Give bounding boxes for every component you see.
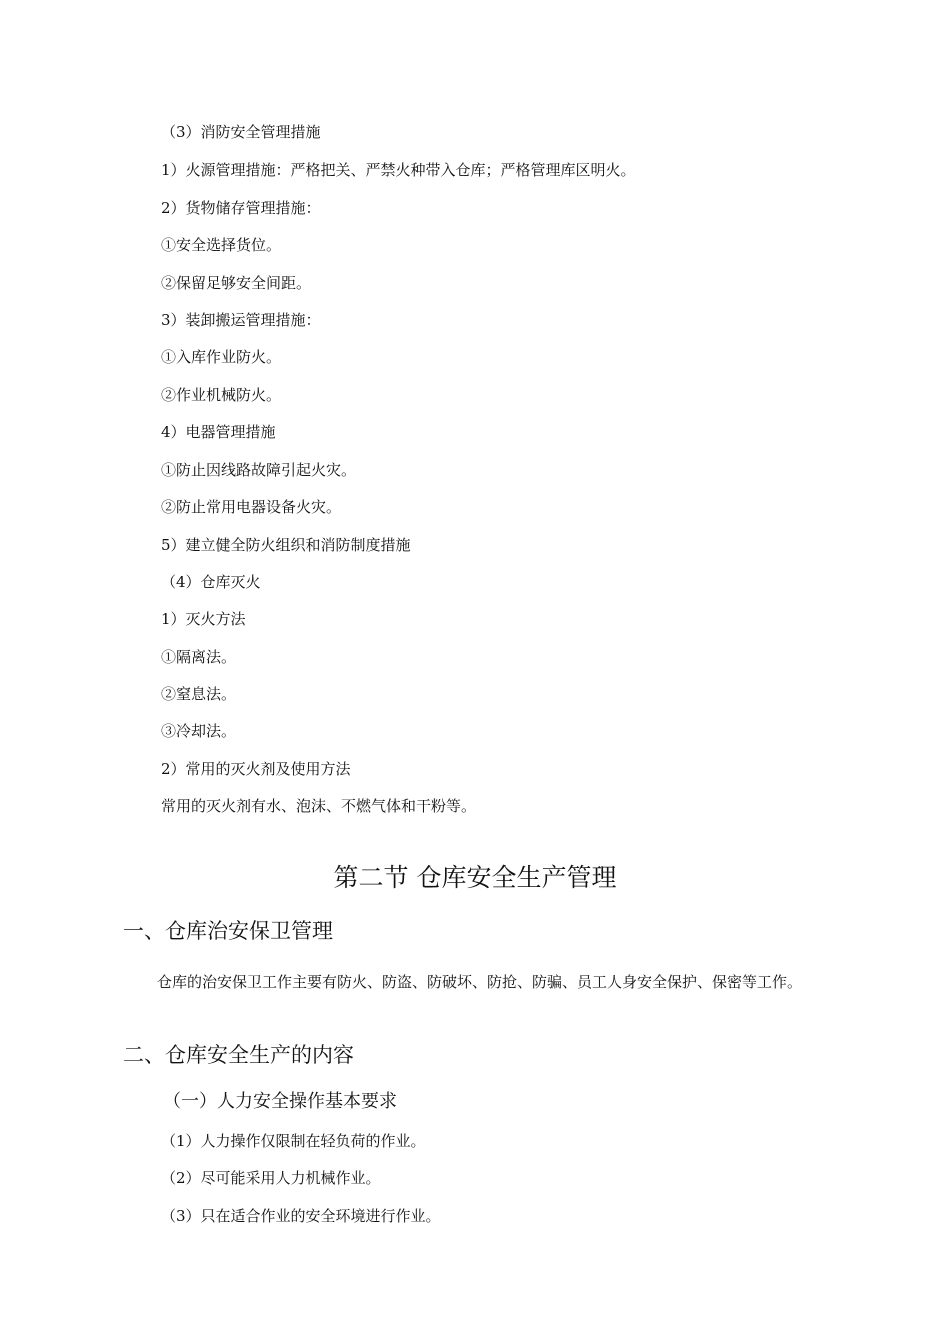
list-item: （2）尽可能采用人力机械作业。 <box>161 1169 381 1187</box>
text-line: 3）装卸搬运管理措施： <box>161 311 321 329</box>
text-line: 4）电器管理措施 <box>161 423 276 441</box>
text-line: ①入库作业防火。 <box>161 348 282 366</box>
text-line: 常用的灭火剂有水、泡沫、不燃气体和干粉等。 <box>161 797 477 815</box>
text-line: ①防止因线路故障引起火灾。 <box>161 461 357 479</box>
subheading-fire-safety-measures: （3）消防安全管理措施 <box>161 123 321 141</box>
text-line: ①隔离法。 <box>161 648 237 666</box>
text-line: 2）常用的灭火剂及使用方法 <box>161 760 351 778</box>
list-item: （3）只在适合作业的安全环境进行作业。 <box>161 1207 441 1225</box>
list-item: （1）人力操作仅限制在轻负荷的作业。 <box>161 1132 426 1150</box>
text-line: ②作业机械防火。 <box>161 386 282 404</box>
text-line: 5）建立健全防火组织和消防制度措施 <box>161 536 411 554</box>
text-line: 2）货物储存管理措施： <box>161 199 321 217</box>
subheading-warehouse-firefighting: （4）仓库灭火 <box>161 573 261 591</box>
text-line: 1）火源管理措施：严格把关、严禁火种带入仓库；严格管理库区明火。 <box>161 161 636 179</box>
text-line: ②保留足够安全间距。 <box>161 274 312 292</box>
heading-manual-operation-requirements: （一）人力安全操作基本要求 <box>163 1091 397 1112</box>
heading-security-management: 一、仓库治安保卫管理 <box>123 919 333 943</box>
heading-safety-production-content: 二、仓库安全生产的内容 <box>123 1043 354 1067</box>
paragraph-security-work: 仓库的治安保卫工作主要有防火、防盗、防破坏、防抢、防骗、员工人身安全保护、保密等工作。 <box>157 973 803 991</box>
text-line: ②防止常用电器设备火灾。 <box>161 498 342 516</box>
text-line: ①安全选择货位。 <box>161 236 282 254</box>
section-title: 第二节 仓库安全生产管理 <box>333 863 617 892</box>
text-line: ③冷却法。 <box>161 722 237 740</box>
text-line: 1）灭火方法 <box>161 610 246 628</box>
text-line: ②窒息法。 <box>161 685 237 703</box>
